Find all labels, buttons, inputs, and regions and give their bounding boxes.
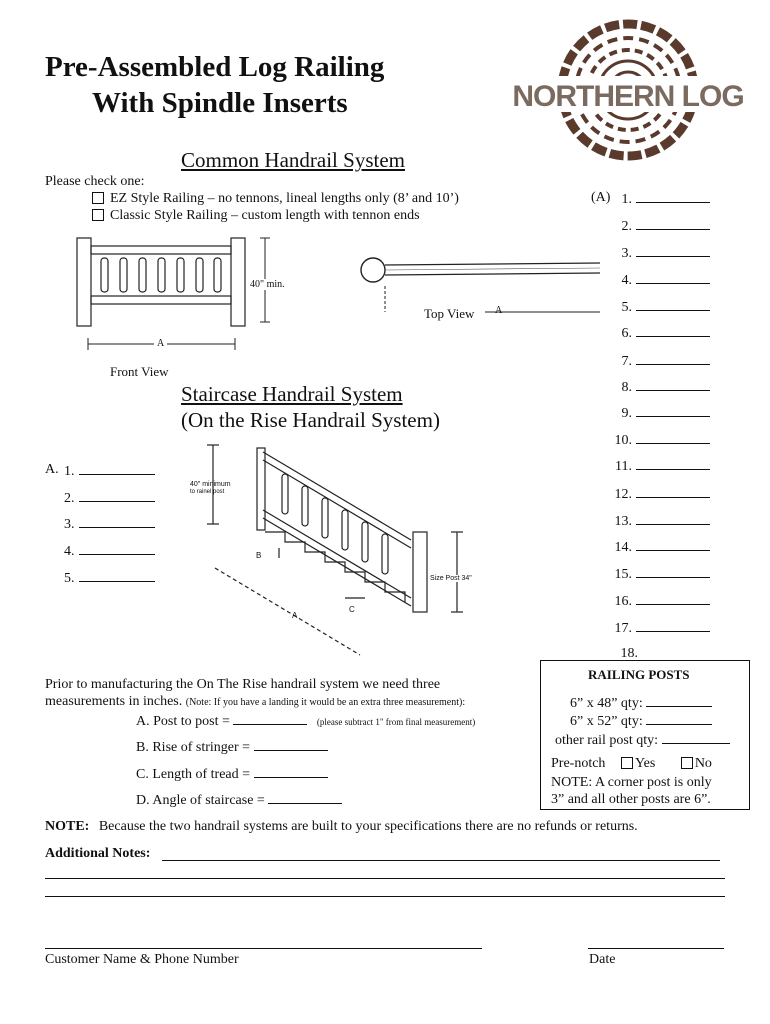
stair-dim-40: 40" minimum (190, 481, 231, 488)
prenotch-yes-checkbox[interactable] (621, 757, 633, 769)
right-list-number: 15. (614, 567, 632, 582)
rise-input[interactable] (254, 738, 328, 751)
stair-list-number: 2. (64, 491, 75, 506)
right-list-item (600, 565, 710, 583)
right-list-input[interactable] (636, 217, 710, 230)
date-label: Date (589, 952, 616, 967)
right-list-number: 13. (614, 514, 632, 529)
qty-other-label: other rail post qty: (555, 733, 659, 748)
stair-dim-post: Size Post 34" (430, 575, 472, 582)
qty-other-row (555, 731, 730, 749)
post-to-post-row (136, 712, 475, 730)
right-list-item (600, 324, 710, 342)
right-list-item (600, 244, 710, 262)
right-list-input[interactable] (636, 190, 710, 203)
right-list-item (600, 352, 710, 370)
stair-list-item (64, 542, 155, 560)
right-list-prefix: (A) (591, 190, 611, 205)
staircase-heading: Staircase Handrail System (181, 382, 403, 406)
right-list-input[interactable] (636, 431, 710, 444)
right-list-number: 8. (621, 380, 632, 395)
stair-list-item (64, 569, 155, 587)
right-list-item (600, 378, 710, 396)
right-list-item (600, 592, 710, 610)
footer-note (45, 819, 638, 835)
footer-note-text: Because the two handrail systems are built to your specifications there are no refunds or returns. (98, 819, 638, 834)
right-list-item (600, 538, 710, 556)
railing-posts-heading: RAILING POSTS (588, 667, 690, 682)
page-title-line1: Pre-Assembled Log Railing (45, 51, 385, 83)
posts-note-line2: 3” and all other posts are 6”. (551, 792, 711, 807)
prior-line2 (45, 694, 465, 710)
right-list-input[interactable] (636, 324, 710, 337)
additional-notes-line1[interactable] (162, 860, 720, 861)
stair-list-input[interactable] (79, 569, 155, 582)
option-classic-style[interactable] (92, 208, 420, 224)
right-list-item (600, 485, 710, 503)
angle-row (136, 791, 342, 809)
right-list-input[interactable] (636, 244, 710, 257)
right-list-input[interactable] (636, 619, 710, 632)
qty-48-label: 6” x 48” qty: (570, 696, 643, 711)
post-to-post-label: A. Post to post = (136, 714, 230, 729)
prenotch-row (551, 756, 712, 772)
stair-list-prefix: A. (45, 462, 59, 477)
posts-note-line1: NOTE: A corner post is only (551, 775, 712, 790)
additional-notes-label: Additional Notes: (45, 846, 151, 861)
ez-style-checkbox[interactable] (92, 192, 104, 204)
stair-list-number: 3. (64, 517, 75, 532)
stair-label-a: A (292, 611, 298, 620)
right-list-number: 4. (621, 273, 632, 288)
right-list-input[interactable] (636, 565, 710, 578)
common-heading: Common Handrail System (181, 148, 405, 172)
right-list-input[interactable] (636, 298, 710, 311)
right-list-item (600, 271, 710, 289)
right-list-item (600, 431, 710, 449)
qty-48-row (570, 694, 712, 712)
post-to-post-note: (please subtract 1" from final measurement) (316, 717, 476, 727)
right-list-number: 17. (614, 621, 632, 636)
rise-label: B. Rise of stringer = (136, 740, 251, 755)
stair-list-input[interactable] (79, 462, 155, 475)
stair-list-input[interactable] (79, 515, 155, 528)
right-list-item (600, 619, 710, 637)
right-list-input[interactable] (636, 271, 710, 284)
top-view-drawing (355, 252, 600, 322)
prenotch-no-label: No (694, 756, 712, 771)
stair-dim-40b: to rainel post (190, 489, 225, 495)
right-list-number: 16. (614, 594, 632, 609)
date-line[interactable] (588, 948, 724, 949)
additional-notes-line2[interactable] (45, 878, 725, 879)
right-list-input[interactable] (636, 592, 710, 605)
logo (512, 16, 744, 166)
option-ez-style[interactable] (92, 191, 459, 207)
additional-notes-line3[interactable] (45, 896, 725, 897)
right-list-input[interactable] (636, 485, 710, 498)
right-list-input[interactable] (636, 538, 710, 551)
right-list-input[interactable] (636, 457, 710, 470)
prenotch-yes[interactable] (621, 756, 655, 771)
prenotch-no-checkbox[interactable] (681, 757, 693, 769)
front-view-label: Front View (110, 364, 169, 379)
prenotch-label: Pre-notch (551, 756, 606, 771)
right-list-item (600, 457, 710, 475)
tread-input[interactable] (254, 765, 328, 778)
customer-label: Customer Name & Phone Number (45, 952, 239, 967)
classic-style-checkbox[interactable] (92, 209, 104, 221)
right-list-number: 10. (614, 433, 632, 448)
right-list-number: 12. (614, 487, 632, 502)
classic-style-label: Classic Style Railing – custom length with tennon ends (110, 208, 420, 223)
staircase-drawing (185, 440, 485, 665)
staircase-subheading: (On the Rise Handrail System) (181, 408, 440, 432)
logo-text: NORTHERN LOG (512, 80, 744, 113)
angle-label: D. Angle of staircase = (136, 793, 265, 808)
qty-52-input[interactable] (646, 712, 712, 725)
post-to-post-input[interactable] (233, 712, 307, 725)
prenotch-yes-label: Yes (634, 756, 656, 771)
qty-52-label: 6” x 52” qty: (570, 714, 643, 729)
right-list-number: 1. (621, 192, 632, 207)
front-view-drawing (70, 232, 300, 357)
prior-note: (Note: If you have a landing it would be an extra three measurement): (185, 697, 466, 708)
right-list-number: 3. (621, 246, 632, 261)
stair-label-b: B (256, 551, 262, 560)
top-dim-a: A (495, 305, 503, 316)
footer-note-label: NOTE: (45, 819, 90, 834)
right-list-number: 14. (614, 540, 632, 555)
customer-line[interactable] (45, 948, 482, 949)
right-list-number: 18. (620, 646, 638, 661)
right-list-item (600, 298, 710, 316)
qty-other-input[interactable] (662, 731, 730, 744)
qty-48-input[interactable] (646, 694, 712, 707)
stair-list-item (64, 489, 155, 507)
right-list-input[interactable] (636, 404, 710, 417)
right-list-number: 7. (621, 354, 632, 369)
right-list-number: 9. (621, 406, 632, 421)
right-list-input[interactable] (636, 378, 710, 391)
front-dim-40: 40" min. (250, 279, 285, 290)
right-list-item (600, 404, 710, 422)
page-title-line2: With Spindle Inserts (92, 87, 348, 119)
right-list-input[interactable] (636, 352, 710, 365)
qty-52-row (570, 712, 712, 730)
prenotch-no[interactable] (681, 756, 712, 771)
tread-label: C. Length of tread = (136, 767, 251, 782)
tread-row (136, 765, 328, 783)
right-list-number: 6. (621, 326, 632, 341)
front-dim-a: A (154, 338, 167, 349)
right-list-number: 11. (615, 459, 632, 474)
stair-list-number: 4. (64, 544, 75, 559)
check-prompt: Please check one: (45, 174, 145, 189)
stair-label-c: C (349, 605, 355, 614)
prior-line1: Prior to manufacturing the On The Rise handrail system we need three (45, 677, 441, 692)
right-list-input[interactable] (636, 512, 710, 525)
stair-list-number: 5. (64, 571, 75, 586)
right-list-number: 5. (621, 300, 632, 315)
top-view-label: Top View (424, 306, 475, 321)
ez-style-label: EZ Style Railing – no tennons, lineal lengths only (8’ and 10’) (110, 191, 459, 206)
stair-list-input[interactable] (79, 489, 155, 502)
right-list-number: 2. (621, 219, 632, 234)
right-list-item (600, 190, 710, 208)
angle-input[interactable] (268, 791, 342, 804)
rise-row (136, 738, 328, 756)
right-list-item (600, 217, 710, 235)
stair-list-number: 1. (64, 464, 75, 479)
stair-list-item (64, 462, 155, 480)
right-list-item (600, 512, 710, 530)
prior-line2-text: measurements in inches. (45, 694, 183, 709)
stair-list-input[interactable] (79, 542, 155, 555)
stair-list-item (64, 515, 155, 533)
